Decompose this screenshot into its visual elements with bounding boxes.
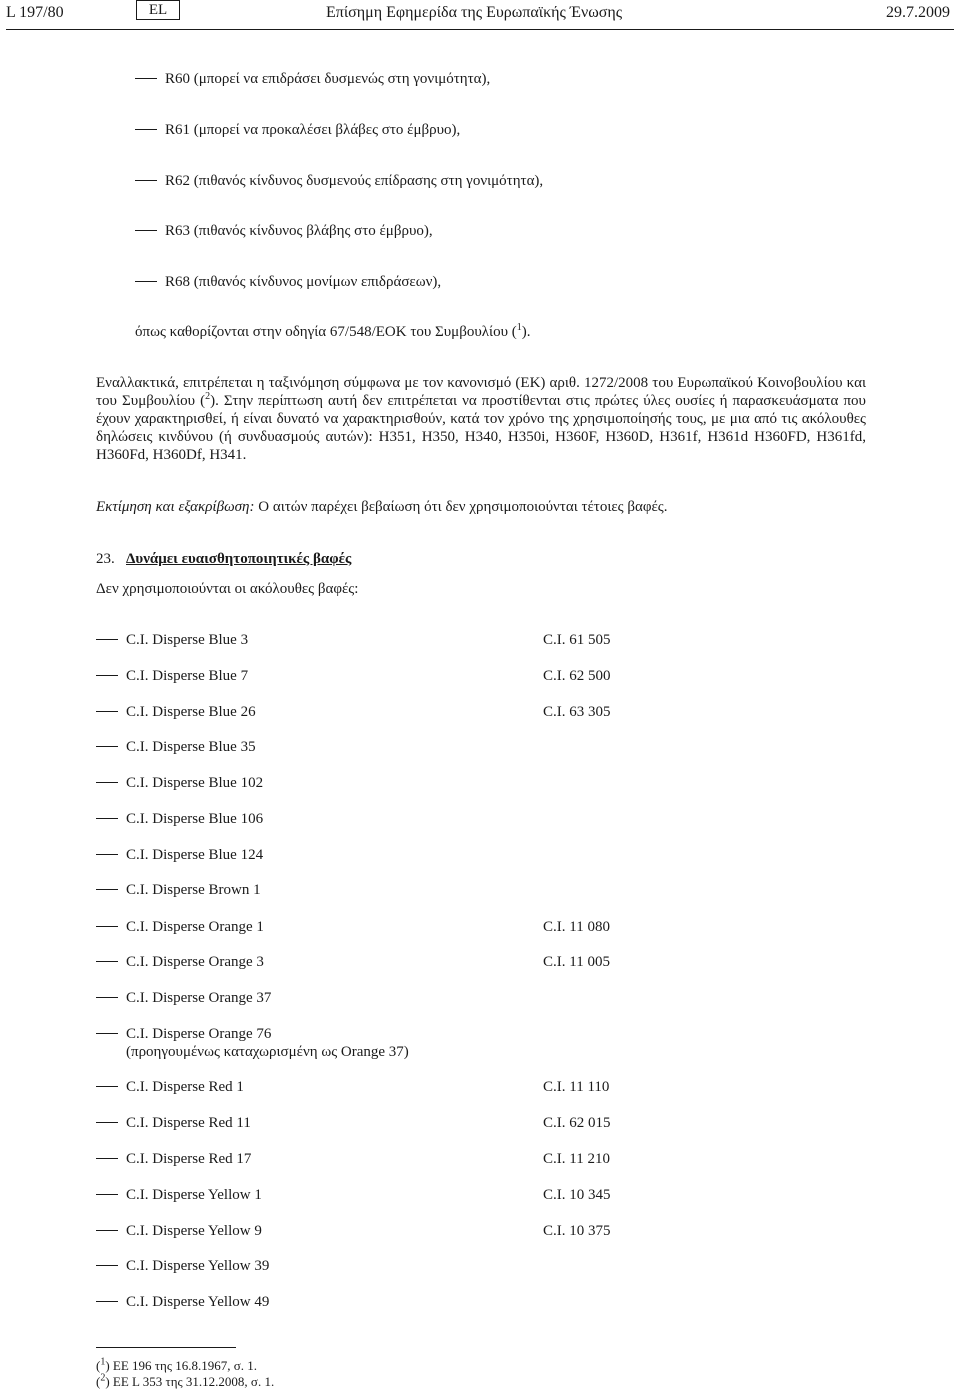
ci-number: C.I. 63 305 <box>543 704 611 720</box>
section-intro: Δεν χρησιμοποιούνται οι ακόλουθες βαφές: <box>96 581 359 597</box>
dash-icon <box>96 711 118 712</box>
ci-number: C.I. 11 210 <box>543 1151 610 1167</box>
list-item: R60 (μπορεί να επιδράσει δυσμενώς στη γονιμότητα), <box>135 70 490 88</box>
dash-icon <box>96 961 118 962</box>
list-item: C.I. Disperse Yellow 39 <box>96 1257 269 1275</box>
ci-number: C.I. 61 505 <box>543 632 611 648</box>
header-rule <box>6 29 954 30</box>
list-item: C.I. Disperse Orange 37 <box>96 989 271 1007</box>
list-item: C.I. Disperse Blue 102 <box>96 774 263 792</box>
alternative-classification-paragraph: Εναλλακτικά, επιτρέπεται η ταξινόμηση σύμφωνα με τον κανονισμό (ΕΚ) αριθ. 1272/2008 του Ευρωπαϊκού Κοινοβουλίου και του Συμβουλίου ($^2$). Στην περίπτωση αυτή δεν επιτρέπεται να προστίθενται στις πρώτες ύλες ουσίες ή παρασκευάσματα που έχουν χαρακτηρισθεί, ή είναι δυνατό να χαρακτηρισθούν, κατά τον χρόνο της χρησιμοποίησής τους, με μια από τις ακόλουθες δηλώσεις κινδύνου (ή συνδυασμούς αυτών): H351, H350, H340, H350i, H360F, H360D, H361f, H361d H360FD, H361fd, H360Fd, H360Df, H341. <box>96 375 866 463</box>
dash-icon <box>96 854 118 855</box>
ci-number: C.I. 11 005 <box>543 954 610 970</box>
footnote-ref[interactable]: 1 <box>516 322 522 333</box>
ci-number: C.I. 62 015 <box>543 1115 611 1131</box>
journal-title: Επίσημη Εφημερίδα της Ευρωπαϊκής Ένωσης <box>326 4 623 21</box>
footnote-rule <box>96 1347 236 1348</box>
list-item: C.I. Disperse Yellow 49 <box>96 1293 269 1311</box>
page-header <box>0 0 960 28</box>
dash-icon <box>96 746 118 747</box>
list-item: C.I. Disperse Yellow 9 <box>96 1222 262 1240</box>
list-item: C.I. Disperse Orange 1 <box>96 918 264 936</box>
list-item: C.I. Disperse Orange 3 <box>96 953 264 971</box>
footnote-ref[interactable]: 2 <box>205 391 211 402</box>
dash-icon <box>135 78 157 79</box>
list-item: C.I. Disperse Blue 35 <box>96 738 256 756</box>
list-item: R68 (πιθανός κίνδυνος μονίμων επιδράσεων), <box>135 273 441 291</box>
dash-icon <box>135 129 157 130</box>
dash-icon <box>96 1194 118 1195</box>
dash-icon <box>96 1230 118 1231</box>
page-reference: L 197/80 <box>6 4 64 21</box>
ci-number: C.I. 10 375 <box>543 1223 611 1239</box>
list-item: C.I. Disperse Blue 3 <box>96 631 248 649</box>
dash-icon <box>96 1265 118 1266</box>
publication-date: 29.7.2009 <box>886 4 950 21</box>
dash-icon <box>96 926 118 927</box>
section-heading <box>96 550 351 568</box>
list-item: C.I. Disperse Red 1 <box>96 1078 244 1096</box>
dash-icon <box>135 281 157 282</box>
list-item: C.I. Disperse Red 17 <box>96 1150 251 1168</box>
dash-icon <box>96 889 118 890</box>
list-item: C.I. Disperse Red 11 <box>96 1114 251 1132</box>
ci-number: C.I. 11 110 <box>543 1079 610 1095</box>
list-item: C.I. Disperse Yellow 1 <box>96 1186 262 1204</box>
dash-icon <box>96 1158 118 1159</box>
dash-icon <box>96 639 118 640</box>
dash-icon <box>96 1086 118 1087</box>
list-item: R63 (πιθανός κίνδυνος βλάβης στο έμβρυο), <box>135 222 433 240</box>
footnote-1: ($^1$) ΕΕ 196 της 16.8.1967, σ. 1. <box>96 1356 257 1373</box>
list-item: C.I. Disperse Brown 1 <box>96 881 261 899</box>
dash-icon <box>96 1301 118 1302</box>
dash-icon <box>96 997 118 998</box>
section-number: 23. <box>96 551 115 567</box>
list-item: C.I. Disperse Blue 26 <box>96 703 256 721</box>
dash-icon <box>96 1033 118 1034</box>
dash-icon <box>96 818 118 819</box>
footnote-2: ($^2$) ΕΕ L 353 της 31.12.2008, σ. 1. <box>96 1372 275 1389</box>
ci-number: C.I. 11 080 <box>543 919 610 935</box>
dye-note: (προηγουμένως καταχωρισμένη ως Orange 37) <box>126 1044 409 1060</box>
list-item: C.I. Disperse Blue 7 <box>96 667 248 685</box>
assessment-label: Εκτίμηση και εξακρίβωση: <box>96 499 255 515</box>
dash-icon <box>135 230 157 231</box>
list-item: C.I. Disperse Orange 76 <box>96 1025 271 1043</box>
dash-icon <box>96 675 118 676</box>
list-item: C.I. Disperse Blue 106 <box>96 810 263 828</box>
list-item: C.I. Disperse Blue 124 <box>96 846 263 864</box>
dash-icon <box>96 1122 118 1123</box>
ci-number: C.I. 10 345 <box>543 1187 611 1203</box>
ci-number: C.I. 62 500 <box>543 668 611 684</box>
list-item: R62 (πιθανός κίνδυνος δυσμενούς επίδρασης στη γονιμότητα), <box>135 172 543 190</box>
directive-reference: όπως καθορίζονται στην οδηγία 67/548/ΕΟΚ του Συμβουλίου ($^1$). <box>135 322 531 340</box>
dash-icon <box>135 180 157 181</box>
language-box: EL <box>136 0 180 20</box>
section-title: Δυνάμει ευαισθητοποιητικές βαφές <box>126 551 352 567</box>
assessment-paragraph: Εκτίμηση και εξακρίβωση: Ο αιτών παρέχει βεβαίωση ότι δεν χρησιμοποιούνται τέτοιες βαφές. <box>96 499 668 515</box>
dash-icon <box>96 782 118 783</box>
list-item: R61 (μπορεί να προκαλέσει βλάβες στο έμβρυο), <box>135 121 460 139</box>
